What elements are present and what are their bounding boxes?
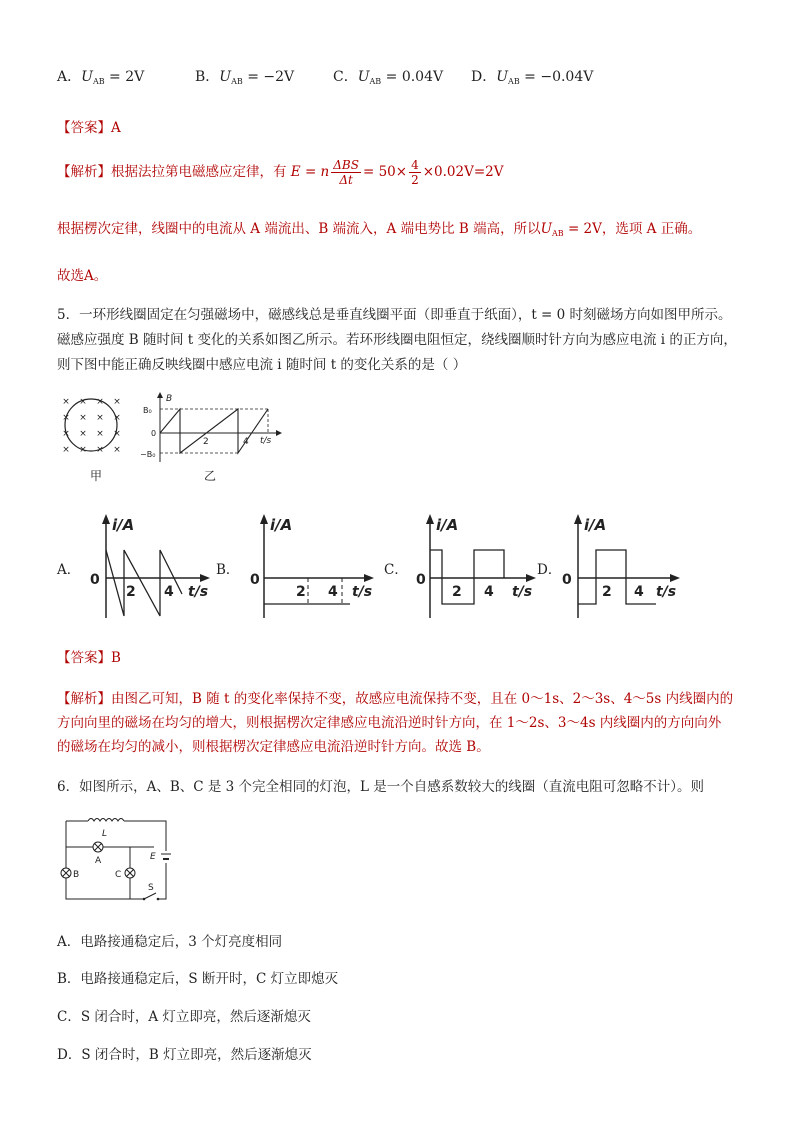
- svg-text:4: 4: [164, 584, 174, 600]
- svg-text:×: ×: [96, 429, 104, 439]
- svg-text:0: 0: [416, 572, 426, 588]
- fig-jia-label: 甲: [89, 469, 103, 483]
- svg-text:2: 2: [203, 437, 209, 447]
- svg-text:×: ×: [113, 445, 121, 455]
- q4-conclusion: 故选A。: [57, 268, 108, 284]
- q5-analysis-line1: 【解析】由图乙可知，B 随 t 的变化率保持不变，故感应电流保持不变，且在 0～1s、2～3s、4～5s 内线圈内的: [57, 691, 734, 707]
- svg-text:×: ×: [79, 445, 87, 455]
- q5-graph-b: [246, 512, 380, 622]
- svg-text:2: 2: [126, 584, 136, 600]
- svg-text:4: 4: [328, 584, 338, 600]
- svg-text:×: ×: [62, 445, 70, 455]
- svg-text:×: ×: [96, 445, 104, 455]
- q4-option-c: C．$U_{AB} = 0.04V$: [333, 69, 444, 86]
- svg-text:0: 0: [250, 572, 260, 588]
- svg-text:0: 0: [562, 572, 572, 588]
- q5-stem-line1: 5．一环形线圈固定在匀强磁场中，磁感线总是垂直线圈平面（即垂直于纸面），t = 0 时刻磁场方向如图甲所示。: [57, 307, 732, 323]
- q4-answer: [57, 116, 121, 136]
- svg-text:2: 2: [452, 584, 462, 600]
- q6-option-b: B．电路接通稳定后，S 断开时，C 灯立即熄灭: [57, 971, 339, 987]
- svg-text:E: E: [150, 852, 156, 862]
- svg-text:B₀: B₀: [143, 406, 152, 415]
- svg-text:×: ×: [79, 413, 87, 423]
- svg-text:×: ×: [79, 397, 87, 407]
- svg-text:S: S: [148, 883, 154, 893]
- formula-fraction-2: $\frac{4}{2}$: [411, 158, 419, 187]
- figure-yi: [140, 390, 290, 486]
- svg-text:B: B: [166, 394, 173, 404]
- q6-option-d: D．S 闭合时，B 灯立即亮，然后逐渐熄灭: [57, 1047, 312, 1063]
- svg-text:4: 4: [243, 437, 249, 447]
- svg-text:i/A: i/A: [436, 516, 459, 534]
- q4-analysis-line1: 【解析】根据法拉第电磁感应定律，有 E = n $\frac{\text{ΔBS}}{\Delta t}$ = 50× $\frac{4}{2}$ ×0.02V=2V: [57, 158, 504, 187]
- svg-text:×: ×: [62, 429, 70, 439]
- q6-stem: 6．如图所示，A、B、C 是 3 个完全相同的灯泡，L 是一个自感系数较大的线圈（直流电阻可忽略不计）。则: [57, 779, 705, 795]
- svg-text:×: ×: [113, 397, 121, 407]
- svg-text:×: ×: [113, 429, 121, 439]
- svg-text:×: ×: [79, 429, 87, 439]
- q6-circuit: [58, 815, 178, 905]
- svg-text:t/s: t/s: [512, 584, 533, 600]
- q5-analysis-line3: 的磁场在均匀的减小，则根据楞次定律感应电流沿逆时针方向。故选 B。: [57, 739, 490, 755]
- svg-text:t/s: t/s: [656, 584, 677, 600]
- q5-option-d-letter: D．: [537, 562, 562, 578]
- figure-jia: [58, 392, 128, 484]
- svg-text:×: ×: [96, 397, 104, 407]
- svg-text:B: B: [73, 870, 80, 880]
- svg-text:C: C: [115, 870, 122, 880]
- analysis-tag: 【解析】: [57, 164, 111, 180]
- q6-option-c: C．S 闭合时，A 灯立即亮，然后逐渐熄灭: [57, 1009, 311, 1025]
- svg-text:A: A: [95, 856, 102, 866]
- q5-option-a-letter: A．: [57, 562, 81, 578]
- q4-option-b: B．$U_{AB} = -2V$: [195, 69, 295, 86]
- q5-answer: [57, 646, 121, 666]
- svg-text:×: ×: [113, 413, 121, 423]
- q5-option-b-letter: B．: [216, 562, 240, 578]
- svg-text:0: 0: [151, 429, 157, 438]
- svg-text:i/A: i/A: [584, 516, 607, 534]
- q5-stem-line3: 则下图中能正确反映线圈中感应电流 i 随时间 t 的变化关系的是（ ）: [57, 357, 467, 373]
- svg-text:4: 4: [484, 584, 494, 600]
- q4-option-d: D．$U_{AB} = -0.04V$: [471, 69, 594, 86]
- q5-option-c-letter: C．: [384, 562, 408, 578]
- svg-text:t/s: t/s: [352, 584, 373, 600]
- analysis-tag: 【解析】: [57, 691, 111, 707]
- svg-text:2: 2: [602, 584, 612, 600]
- q4-analysis-line2: 根据楞次定律，线圈中的电流从 A 端流出、B 端流入，A 端电势比 B 端高，所以$U_{AB} = 2V$，选项 A 正确。: [57, 221, 702, 238]
- formula-fraction: $\frac{\text{ΔBS}}{\Delta t}$: [333, 158, 359, 187]
- svg-text:4: 4: [634, 584, 644, 600]
- svg-text:×: ×: [96, 413, 104, 423]
- answer-value: B: [111, 650, 121, 666]
- svg-text:t/s: t/s: [188, 584, 209, 600]
- svg-text:i/A: i/A: [270, 516, 293, 534]
- answer-tag: 【答案】: [57, 650, 111, 666]
- svg-text:×: ×: [62, 413, 70, 423]
- answer-value: A: [111, 120, 121, 136]
- answer-tag: 【答案】: [57, 120, 111, 136]
- fig-yi-label: 乙: [203, 469, 217, 483]
- svg-text:L: L: [102, 829, 108, 839]
- svg-text:t/s: t/s: [260, 436, 272, 446]
- svg-text:i/A: i/A: [112, 516, 135, 534]
- q4-option-a: A．$U_{AB} = 2V$: [57, 69, 145, 86]
- q5-graph-d: [560, 512, 690, 622]
- q5-graph-a: [86, 512, 216, 622]
- svg-text:0: 0: [90, 572, 100, 588]
- q5-stem-line2: 磁感应强度 B 随时间 t 变化的关系如图乙所示。若环形线圈电阻恒定，绕线圈顺时针方向为感应电流 i 的正方向，: [57, 332, 737, 348]
- q6-option-a: A．电路接通稳定后，3 个灯亮度相同: [57, 934, 283, 950]
- q5-analysis-line2: 方向向里的磁场在均匀的增大，则根据楞次定律感应电流沿逆时针方向，在 1～2s、3～4s 内线圈内的方向向外: [57, 715, 722, 731]
- svg-text:2: 2: [296, 584, 306, 600]
- q5-graph-c: [412, 512, 542, 622]
- svg-text:×: ×: [62, 397, 70, 407]
- svg-text:−B₀: −B₀: [140, 450, 156, 459]
